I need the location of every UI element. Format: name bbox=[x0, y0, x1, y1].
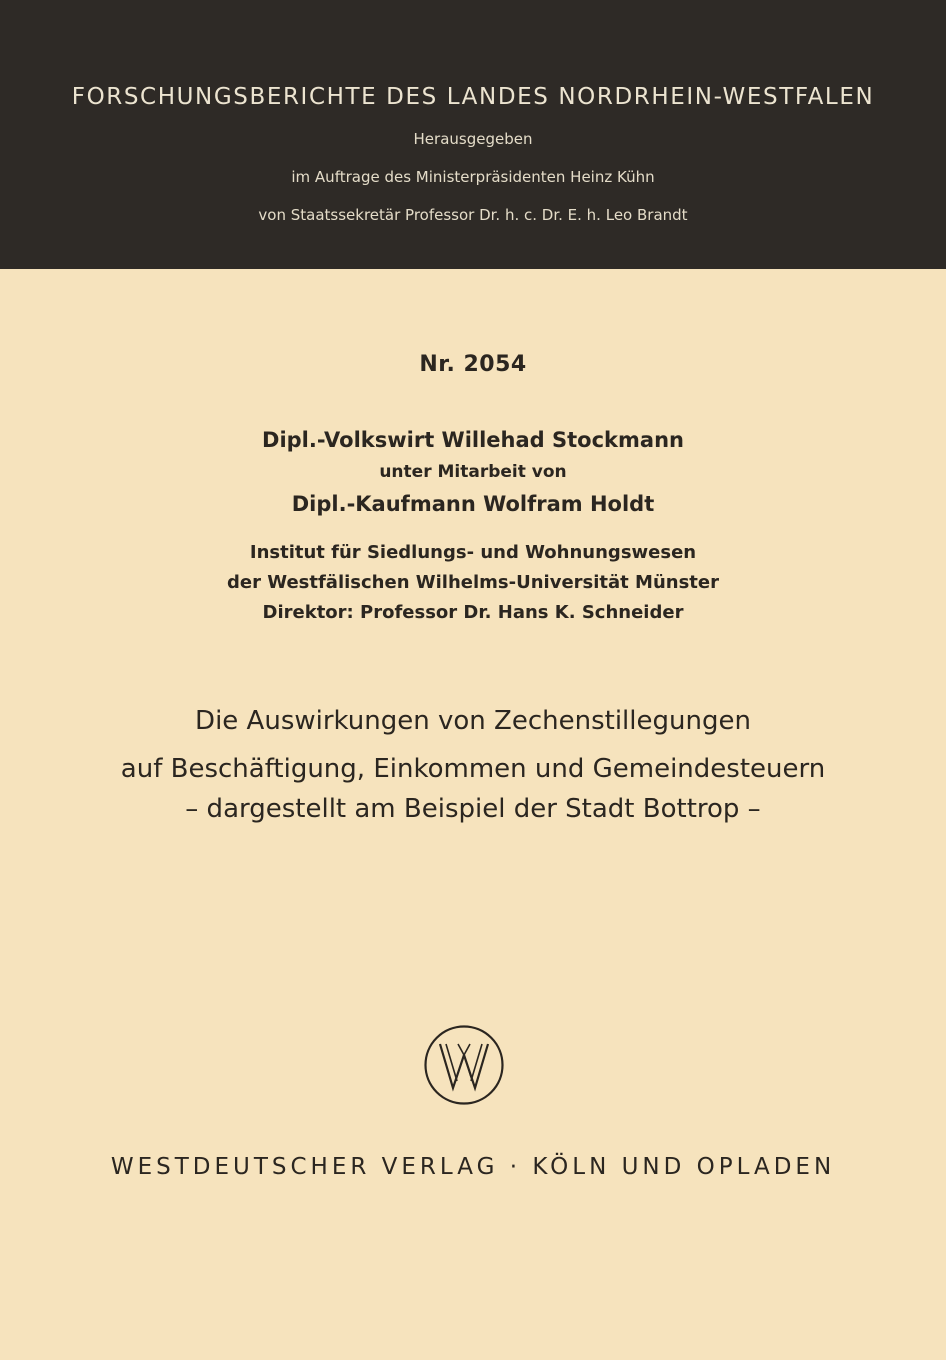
book-subtitle: – dargestellt am Beispiel der Stadt Bottrop – bbox=[185, 794, 761, 824]
coauthor-name: Dipl.-Kaufmann Wolfram Holdt bbox=[291, 492, 655, 516]
director-name: Direktor: Professor Dr. Hans K. Schneider bbox=[262, 602, 684, 623]
editor-line: Herausgegeben bbox=[413, 130, 533, 148]
report-number: Nr. 2054 bbox=[419, 352, 527, 377]
westdeutscher-verlag-w-logo-icon bbox=[423, 1024, 505, 1106]
header-band bbox=[0, 0, 946, 269]
book-title-line-1: Die Auswirkungen von Zechenstillegungen bbox=[195, 706, 751, 736]
commission-line: im Auftrage des Ministerpräsidenten Heinz Kühn bbox=[291, 168, 655, 186]
collaboration-note: unter Mitarbeit von bbox=[379, 462, 567, 482]
book-title-line-2: auf Beschäftigung, Einkommen und Gemeindesteuern bbox=[120, 754, 826, 784]
institute-name: Institut für Siedlungs- und Wohnungswesen bbox=[249, 542, 697, 563]
series-title: FORSCHUNGSBERICHTE DES LANDES NORDRHEIN-WESTFALEN bbox=[71, 84, 875, 110]
secretary-line: von Staatssekretär Professor Dr. h. c. Dr. E. h. Leo Brandt bbox=[258, 206, 688, 224]
university-name: der Westfälischen Wilhelms-Universität Münster bbox=[227, 572, 719, 593]
publisher-line: WESTDEUTSCHER VERLAG · KÖLN UND OPLADEN bbox=[110, 1154, 836, 1180]
author-name: Dipl.-Volkswirt Willehad Stockmann bbox=[262, 428, 684, 452]
